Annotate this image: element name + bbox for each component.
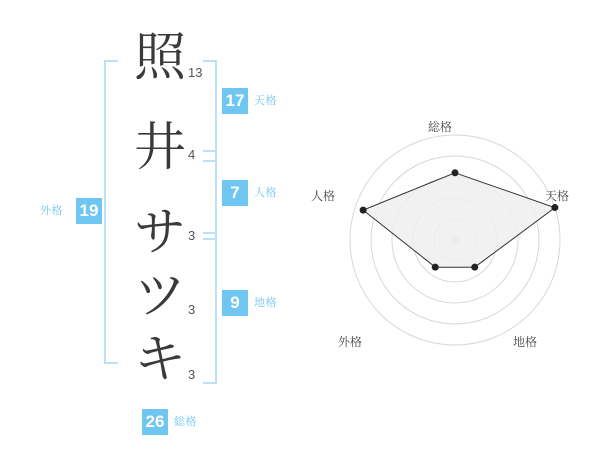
name-char-3-strokes: 3 <box>188 228 196 243</box>
name-char-4: ツ <box>133 268 186 325</box>
name-char-1-strokes: 13 <box>188 65 203 80</box>
badge-tenkaku-value: 17 <box>222 88 248 114</box>
name-char-5-strokes: 3 <box>188 367 196 382</box>
badge-soukaku-value: 26 <box>142 409 168 435</box>
name-char-5: キ <box>133 332 186 389</box>
radar-label-soukaku: 総格 <box>428 120 453 134</box>
name-char-2: 井 <box>133 120 186 177</box>
radar-label-chikaku: 地格 <box>513 335 538 349</box>
tenkaku-bracket <box>203 60 217 162</box>
radar-chart-svg <box>310 0 600 470</box>
radar-chart <box>310 0 600 470</box>
badge-chikaku-label: 地格 <box>254 297 277 309</box>
badge-jinkaku-label: 人格 <box>254 187 277 199</box>
name-char-4-strokes: 3 <box>188 302 196 317</box>
radar-label-jinkaku: 人格 <box>311 189 336 203</box>
radar-label-gaikaku: 外格 <box>338 335 363 349</box>
badge-gaikaku-label: 外格 <box>40 205 63 217</box>
name-char-3: サ <box>133 205 186 262</box>
name-char-1: 照 <box>133 30 186 87</box>
chikaku-bracket <box>203 232 217 384</box>
badge-chikaku-value: 9 <box>222 290 248 316</box>
name-char-2-strokes: 4 <box>188 147 196 162</box>
jinkaku-bracket <box>203 150 217 240</box>
badge-soukaku-label: 総格 <box>174 416 197 428</box>
outer-bracket <box>104 60 118 364</box>
badge-jinkaku-value: 7 <box>222 180 248 206</box>
badge-gaikaku-value: 19 <box>76 198 102 224</box>
radar-label-tenkaku: 天格 <box>545 189 570 203</box>
badge-tenkaku-label: 天格 <box>254 95 277 107</box>
